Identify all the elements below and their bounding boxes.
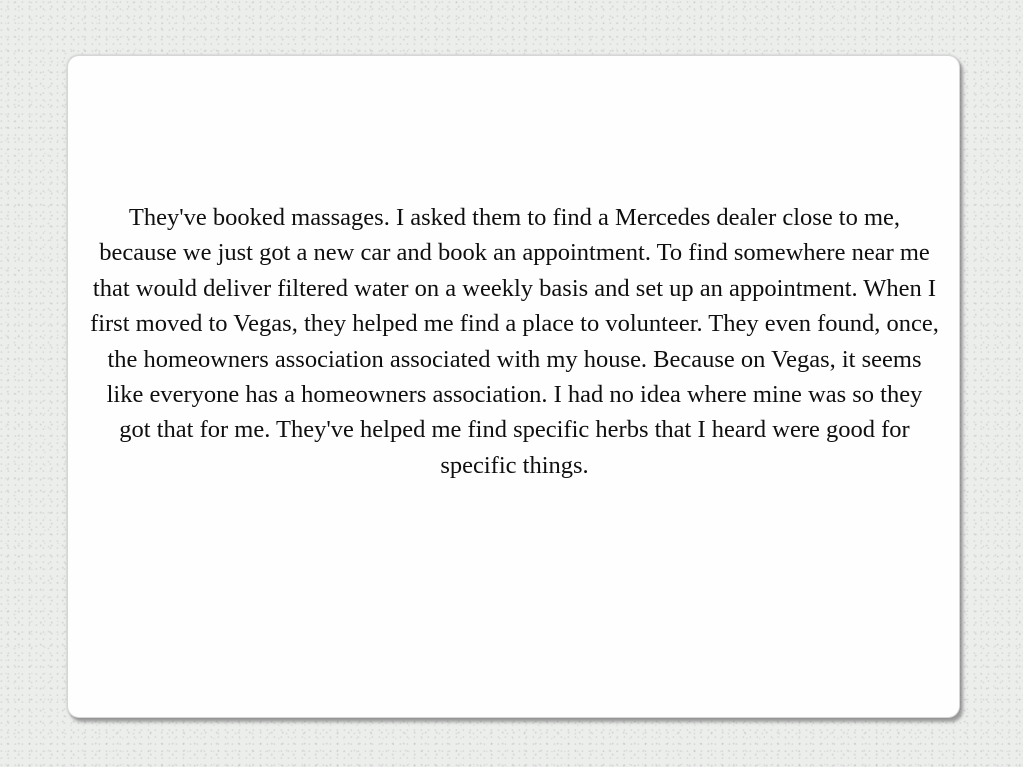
slide-card bbox=[67, 55, 960, 718]
slide-body-text: They've booked massages. I asked them to find a Mercedes dealer close to me, because we just got a new car and book an appointment. To find somewhere near me that would deliver filtered water on a weekly basis and set up an appointment. When I first moved to Vegas, they helped me find a place to volunteer. They even found, once, the homeowners association associated with my house. Because on Vegas, it seems like everyone has a homeowners association. I had no idea where mine was so they got that for me. They've helped me find specific herbs that I heard were good for specific things. bbox=[90, 204, 939, 479]
